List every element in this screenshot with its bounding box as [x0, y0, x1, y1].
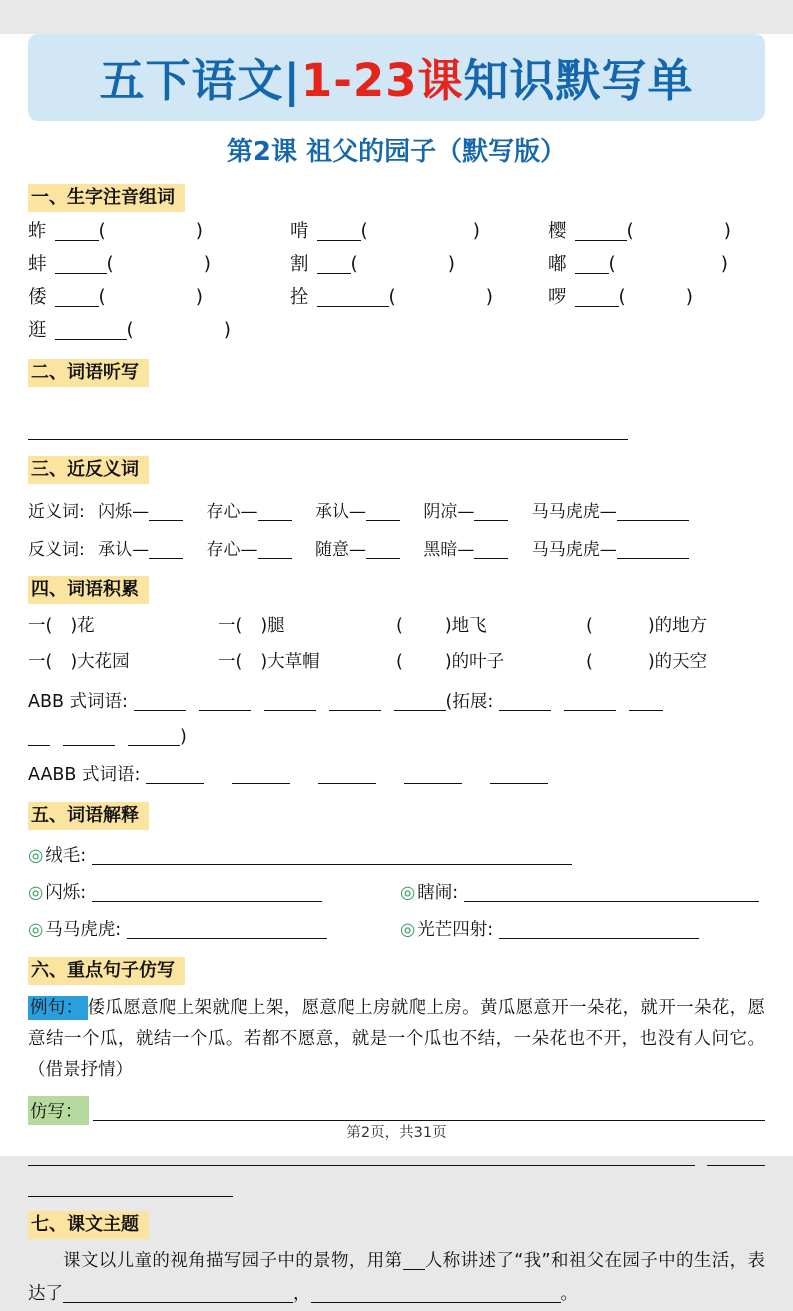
quantifier-item: [218, 650, 396, 674]
word-pair: [423, 502, 508, 522]
word: 马马虎虎—: [531, 502, 617, 522]
paren-open: (: [350, 254, 358, 275]
answer-blank: [366, 516, 400, 521]
item-suf: )大草帽: [260, 652, 320, 672]
abb-words-line-2: [28, 727, 765, 747]
answer-blank: [258, 554, 292, 559]
char: 倭: [28, 287, 47, 308]
paren-close: ): [203, 254, 211, 275]
abb-label: ABB 式词语:: [28, 692, 128, 712]
paren-close: ): [447, 254, 455, 275]
answer-blank: [311, 1298, 561, 1303]
answer-blank: [149, 516, 183, 521]
char: 蚱: [28, 221, 47, 242]
char-entry: [548, 220, 765, 244]
word-pair: [98, 540, 183, 560]
paren-open: (: [126, 320, 134, 341]
title-part-right: 知识默写单: [463, 54, 694, 107]
abb-words-line: [28, 688, 765, 713]
definition-cell: [28, 916, 400, 941]
lesson-subtitle: 第2课 祖父的园子（默写版）: [226, 137, 567, 167]
definition-grid-row: [28, 916, 765, 941]
item-suf: )的天空: [647, 652, 708, 672]
answer-blank: [317, 302, 389, 307]
example-sentence-paragraph: [28, 993, 765, 1086]
answer-blank: [146, 779, 204, 784]
bullseye-icon: ◎: [400, 920, 416, 940]
antonyms-label: 反义词:: [28, 540, 85, 560]
title-part-lesson-range: 1-23课: [300, 54, 464, 107]
answer-blank: [575, 236, 627, 241]
answer-blank: [232, 779, 290, 784]
paren-open: (: [360, 221, 368, 242]
section-5: [28, 802, 765, 941]
word-pair: [532, 540, 689, 560]
char-entry: [548, 253, 765, 277]
worksheet-page: [0, 34, 793, 1304]
section-6: [28, 957, 765, 1197]
answer-blank: [617, 516, 689, 521]
answer-blank: [63, 741, 115, 746]
title-part-left: 五下语文|: [99, 54, 301, 107]
quantifier-item: [396, 614, 586, 638]
answer-blank: [264, 706, 316, 711]
char-entry: [290, 220, 548, 244]
answer-blank: [128, 741, 180, 746]
definition-term: 闪烁:: [45, 883, 87, 903]
word: 黑暗—: [423, 540, 475, 560]
paren-close: ): [195, 287, 203, 308]
word-accumulation-grid: [28, 614, 765, 674]
synonyms-label: 近义词:: [28, 502, 85, 522]
answer-blank: [149, 554, 183, 559]
definition-row: [28, 842, 765, 867]
aabb-label: AABB 式词语:: [28, 765, 141, 785]
answer-blank: [258, 516, 292, 521]
word-pair: [315, 540, 400, 560]
quantifier-item: [586, 614, 765, 638]
paren-open: (: [98, 287, 106, 308]
char: 嘟: [548, 254, 567, 275]
quantifier-item: [28, 614, 218, 638]
answer-blank: [28, 1196, 233, 1197]
answer-blank: [366, 554, 400, 559]
bullseye-icon: ◎: [28, 883, 44, 903]
answer-blank: [564, 706, 616, 711]
paren-open: (: [618, 287, 626, 308]
answer-blank: [55, 335, 127, 340]
paren-close: ): [723, 221, 731, 242]
word: 马马虎虎—: [531, 540, 617, 560]
section-3: [28, 456, 765, 560]
item-pre: (: [396, 616, 403, 636]
item-pre: 一(: [28, 652, 53, 672]
word-pair: [315, 502, 400, 522]
writing-line: [28, 1165, 765, 1166]
section-1-heading: 一、生字注音组词: [28, 184, 185, 212]
char: 割: [290, 254, 309, 275]
answer-blank: [629, 706, 663, 711]
answer-blank: [127, 934, 327, 939]
item-suf: )腿: [260, 616, 285, 636]
word: 承认—: [98, 540, 150, 560]
word: 存心—: [206, 502, 258, 522]
answer-blank: [707, 1165, 765, 1166]
theme-paragraph: [28, 1245, 765, 1311]
section-2-heading: 二、词语听写: [28, 359, 149, 387]
char-entry: [28, 253, 290, 277]
paren-open: (: [626, 221, 634, 242]
answer-blank: [63, 1298, 293, 1303]
word: 承认—: [314, 502, 366, 522]
abb-extension-label: (拓展:: [445, 692, 494, 712]
paren-close: ): [223, 320, 231, 341]
char-entry: [28, 220, 290, 244]
section-6-heading: 六、重点句子仿写: [28, 957, 185, 985]
definition-term: 光芒四射:: [417, 920, 494, 940]
example-label: 例句：: [28, 996, 88, 1020]
answer-blank: [28, 1165, 695, 1166]
word: 存心—: [206, 540, 258, 560]
char: 啰: [548, 287, 567, 308]
paren-open: (: [388, 287, 396, 308]
item-pre: (: [586, 616, 593, 636]
char-entry: [28, 319, 290, 343]
item-suf: )大花园: [70, 652, 130, 672]
paren-close: ): [472, 221, 480, 242]
theme-text-2: 人称讲述了“我”和祖父在园子中的生活，表达了: [28, 1251, 765, 1304]
word-pair: [207, 540, 292, 560]
word: 闪烁—: [98, 502, 150, 522]
answer-blank: [318, 779, 376, 784]
word-pair: [98, 502, 183, 522]
bullseye-icon: ◎: [28, 920, 44, 940]
answer-blank: [317, 236, 361, 241]
answer-blank: [394, 706, 446, 711]
section-1: [28, 184, 765, 343]
answer-blank: [28, 435, 628, 440]
definition-grid-row: [28, 879, 765, 904]
answer-blank: [317, 269, 351, 274]
char-entry: [290, 286, 548, 310]
char: 啃: [290, 221, 309, 242]
char: 樱: [548, 221, 567, 242]
paren-open: (: [106, 254, 114, 275]
answer-blank: [464, 897, 759, 902]
paren-close: ): [195, 221, 203, 242]
answer-blank: [575, 302, 619, 307]
char: 拴: [290, 287, 309, 308]
quantifier-item: [396, 650, 586, 674]
example-text: 倭瓜愿意爬上架就爬上架，愿意爬上房就爬上房。黄瓜愿意开一朵花，就开一朵花，愿意结一个瓜，就结一个瓜。若都不愿意，就是一个瓜也不结，一朵花也不开，也没有人问它。（借景抒情）: [28, 998, 766, 1080]
answer-blank: [92, 897, 322, 902]
item-pre: 一(: [218, 652, 243, 672]
theme-text-1: 课文以儿童的视角描写园子中的景物，用第: [63, 1251, 403, 1271]
answer-blank: [474, 554, 508, 559]
definition-cell: [400, 879, 765, 904]
answer-blank: [499, 934, 699, 939]
answer-blank: [199, 706, 251, 711]
section-7: [28, 1211, 765, 1311]
definition-cell: [28, 879, 400, 904]
char: 逛: [28, 320, 47, 341]
item-pre: 一(: [218, 616, 243, 636]
answer-blank: [474, 516, 508, 521]
definition-term: 瞎闹:: [417, 883, 459, 903]
section-5-heading: 五、词语解释: [28, 802, 149, 830]
comma: ，: [293, 1284, 311, 1304]
item-pre: (: [396, 652, 403, 672]
char-entry: [290, 253, 548, 277]
antonyms-row: [28, 535, 765, 560]
answer-blank: [55, 269, 107, 274]
item-suf: )花: [70, 616, 95, 636]
item-suf: )的地方: [647, 616, 708, 636]
item-suf: )地飞: [444, 616, 487, 636]
word-pair: [532, 502, 689, 522]
quantifier-item: [218, 614, 396, 638]
aabb-words-line: [28, 761, 765, 786]
section-4: [28, 576, 765, 786]
item-pre: 一(: [28, 616, 53, 636]
definition-term: 马马虎虎:: [45, 920, 122, 940]
quantifier-item: [28, 650, 218, 674]
char-entry: [548, 286, 765, 310]
period: 。: [560, 1284, 578, 1304]
page-number-footer: 第2页，共31页: [346, 1125, 447, 1141]
paren-close: ): [685, 287, 693, 308]
char-entry: [28, 286, 290, 310]
char: 蚌: [28, 254, 47, 275]
answer-blank: [55, 236, 99, 241]
answer-blank: [403, 1265, 425, 1270]
answer-blank: [575, 269, 609, 274]
bullseye-icon: ◎: [400, 883, 416, 903]
bullseye-icon: ◎: [28, 846, 44, 866]
section-7-heading: 七、课文主题: [28, 1211, 149, 1239]
paren-close: ): [485, 287, 493, 308]
quantifier-item: [586, 650, 765, 674]
paren-close: ): [720, 254, 728, 275]
answer-blank: [92, 860, 572, 865]
answer-blank: [499, 706, 551, 711]
answer-blank: [134, 706, 186, 711]
main-title-banner: [28, 34, 765, 121]
abb-close-paren: ): [180, 727, 187, 747]
word-pair: [423, 540, 508, 560]
item-pre: (: [586, 652, 593, 672]
pinyin-word-grid: [28, 220, 765, 343]
section-4-heading: 四、词语积累: [28, 576, 149, 604]
section-3-heading: 三、近反义词: [28, 456, 149, 484]
answer-blank: [329, 706, 381, 711]
synonyms-row: [28, 497, 765, 522]
word: 随意—: [314, 540, 366, 560]
section-2: [28, 359, 765, 440]
paren-open: (: [608, 254, 616, 275]
answer-blank: [490, 779, 548, 784]
answer-blank: [617, 554, 689, 559]
item-suf: )的叶子: [444, 652, 505, 672]
answer-blank: [55, 302, 99, 307]
answer-blank: [28, 741, 50, 746]
word: 阴凉—: [423, 502, 475, 522]
word-pair: [207, 502, 292, 522]
imitate-label: 仿写：: [28, 1096, 89, 1125]
paren-open: (: [98, 221, 106, 242]
definition-cell: [400, 916, 765, 941]
answer-blank: [404, 779, 462, 784]
definition-term: 绒毛:: [45, 846, 87, 866]
